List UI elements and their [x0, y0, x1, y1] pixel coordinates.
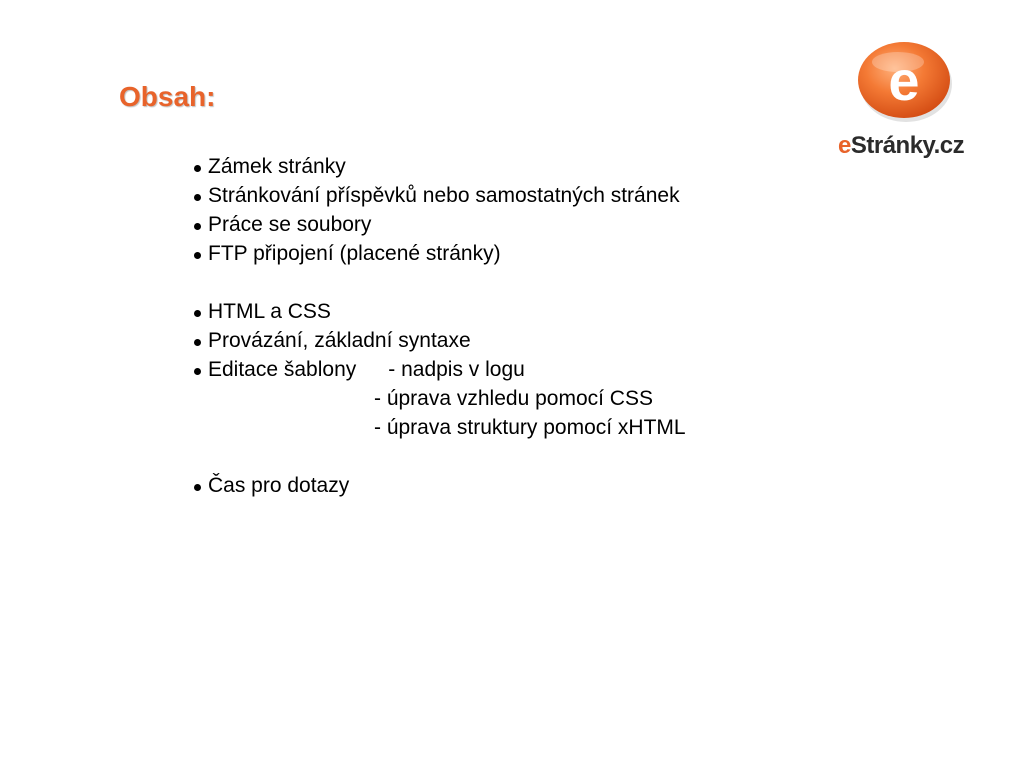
list-spacer — [192, 268, 686, 297]
logo-wordmark-prefix: e — [838, 132, 851, 159]
list-spacer — [192, 442, 686, 471]
sub-item: - úprava struktury pomocí xHTML — [374, 416, 686, 439]
list-item: FTP připojení (placené stránky) — [192, 239, 686, 268]
bullet-icon — [194, 165, 201, 172]
bullet-icon — [194, 194, 201, 201]
bullet-icon — [194, 310, 201, 317]
sub-item: - nadpis v logu — [388, 358, 525, 381]
slide-title: Obsah: — [119, 81, 216, 112]
content-list — [192, 152, 686, 500]
bullet-icon — [194, 339, 201, 346]
list-item: Čas pro dotazy — [192, 471, 686, 500]
list-item: Provázání, základní syntaxe — [192, 326, 686, 355]
list-item: Práce se soubory — [192, 210, 686, 239]
estranky-logo — [836, 40, 986, 165]
estranky-e-icon — [856, 40, 956, 125]
bullet-icon — [194, 368, 201, 375]
bullet-icon — [194, 223, 201, 230]
logo-letter: e — [888, 49, 920, 112]
logo-wordmark-rest: Stránky.cz — [850, 132, 965, 159]
bullet-icon — [194, 484, 201, 491]
logo-wordmark — [838, 132, 964, 160]
list-item: Zámek stránky — [192, 152, 686, 181]
list-item: Stránkování příspěvků nebo samostatných stránek — [192, 181, 686, 210]
list-item: HTML a CSS — [192, 297, 686, 326]
bullet-icon — [194, 252, 201, 259]
sub-item: - úprava vzhledu pomocí CSS — [374, 387, 653, 410]
list-item: Editace šablony - nadpis v logu — [192, 355, 686, 384]
